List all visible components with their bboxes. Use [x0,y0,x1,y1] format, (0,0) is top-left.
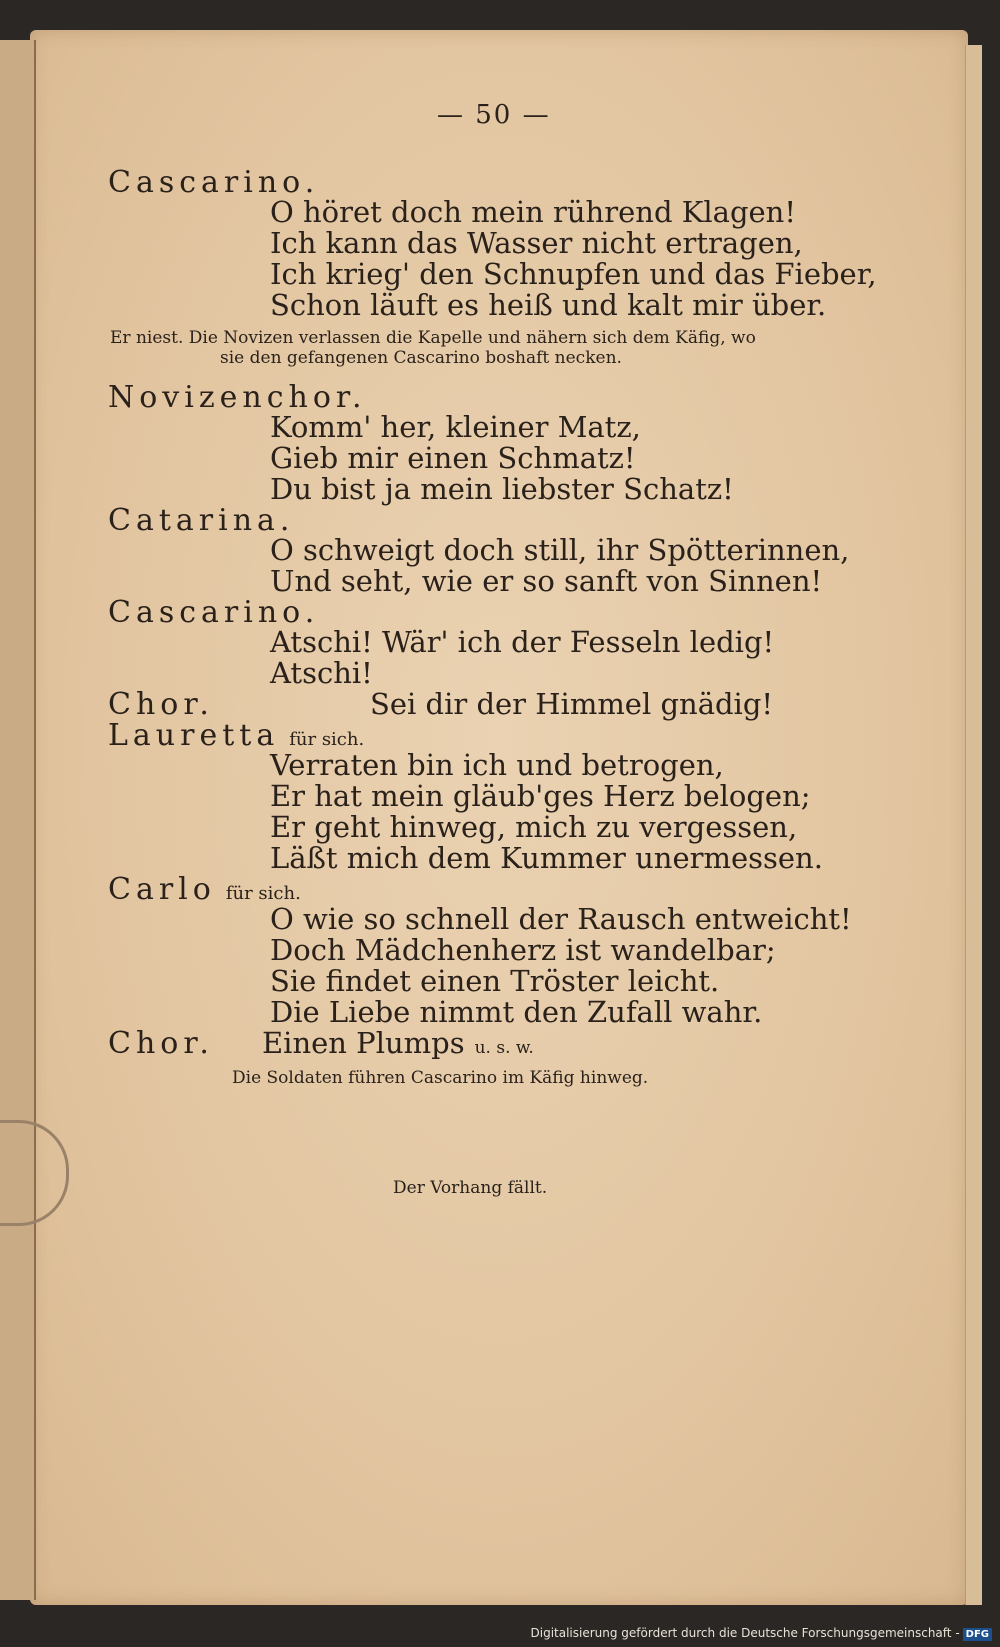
verse-line: Und seht, wie er so sanft von Sinnen! [270,564,823,598]
verse-line: Doch Mädchenherz ist wandelbar; [270,933,776,967]
verse-line: Du bist ja mein liebster Schatz! [270,472,734,506]
verse-line: Verraten bin ich und betrogen, [270,748,724,782]
verse-line: Komm' her, kleiner Matz, [270,410,641,444]
aside-note: für sich. [289,729,365,750]
verse-line: Er hat mein gläub'ges Herz belogen; [270,779,811,813]
speaker-catarina: Catarina. [108,503,295,538]
verse-line: O wie so schnell der Rausch entweicht! [270,902,852,936]
page-edge [965,45,982,1605]
stage-direction: Er niest. Die Novizen verlassen die Kapelle und nähern sich dem Käfig, wo [110,328,756,348]
page-number: — 50 — [437,100,551,130]
stage-direction: Die Soldaten führen Cascarino im Käfig hinweg. [232,1068,649,1088]
stage-direction: sie den gefangenen Cascarino boshaft necken. [220,348,622,368]
verse-line: Schon läuft es heiß und kalt mir über. [270,288,827,322]
verse-line: Die Liebe nimmt den Zufall wahr. [270,995,763,1029]
verse-line: Atschi! Wär' ich der Fesseln ledig! [270,625,775,659]
verse-line: Atschi! [270,656,373,690]
verse-line: Ich krieg' den Schnupfen und das Fieber, [270,257,877,291]
verse-line: Ich kann das Wasser nicht ertragen, [270,226,803,260]
aside-note: für sich. [225,883,301,904]
verse-line: O schweigt doch still, ihr Spötterinnen, [270,533,850,567]
curtain-note: Der Vorhang fällt. [393,1178,548,1198]
dfg-logo: DFG [963,1628,992,1641]
verse-line: Gieb mir einen Schmatz! [270,441,636,475]
speaker-chor: Chor. [108,1026,214,1061]
verse-line: Sie findet einen Tröster leicht. [270,964,720,998]
speaker-lauretta: Lauretta für sich. [108,718,365,753]
speaker-cascarino: Cascarino. [108,165,320,200]
speaker-carlo: Carlo für sich. [108,872,301,907]
digitization-credit: Digitalisierung gefördert durch die Deutsche Forschungsgemeinschaft - DFG [531,1626,993,1641]
verse-line: Läßt mich dem Kummer unermessen. [270,841,823,875]
verse-line: Er geht hinweg, mich zu vergessen, [270,810,798,844]
verse-line: O höret doch mein rührend Klagen! [270,195,797,229]
verse-line: Sei dir der Himmel gnädig! [370,687,774,721]
aside-note: u. s. w. [474,1038,534,1058]
speaker-chor: Chor. [108,687,214,722]
speaker-cascarino: Cascarino. [108,595,320,630]
speaker-novizenchor: Novizenchor. [108,380,367,415]
book-spine [0,40,36,1600]
verse-line: Einen Plumps u. s. w. [262,1026,534,1060]
